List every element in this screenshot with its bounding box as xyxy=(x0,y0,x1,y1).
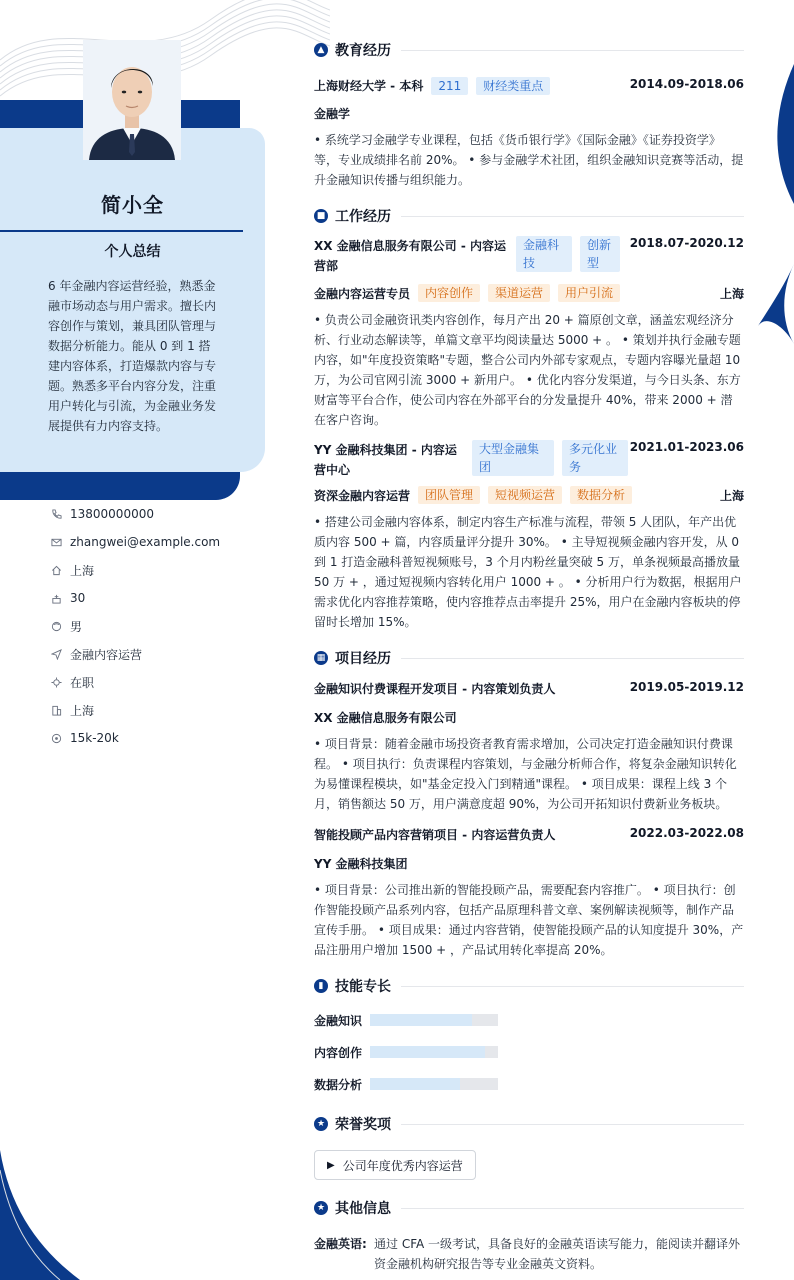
skill-item xyxy=(314,1036,535,1068)
project-date: 2019.05-2019.12 xyxy=(629,680,744,694)
send-icon xyxy=(50,648,62,660)
contact-gender-text: 男 xyxy=(70,619,83,634)
contact-status xyxy=(50,668,220,696)
skill-name: 内容创作 xyxy=(314,1045,363,1060)
contact-job-intent xyxy=(50,640,220,668)
project-description: • 项目背景：随着金融市场投资者教育需求增加，公司决定打造金融知识付费课程。 • 项目执行：负责课程内容策划，与金融分析师合作，将复杂金融知识转化为易懂课程模块，如"基金定投入门到精通"课程。 • 项目成果：课程上线 3 个月，销售额达 50 万，用户满意度超 90%，为公司开拓知识付费新业务板块。 xyxy=(314,737,737,811)
skill-bar xyxy=(370,1046,498,1058)
education-date: 2014.09-2018.06 xyxy=(629,77,744,91)
graduation-cap-icon: ▲ xyxy=(314,43,328,57)
job-role-row xyxy=(314,486,744,504)
age-icon xyxy=(50,592,62,604)
major-row xyxy=(314,105,744,122)
home-icon xyxy=(50,564,62,576)
project-header-row xyxy=(314,680,744,697)
contact-email xyxy=(50,528,220,556)
section-divider xyxy=(401,1208,744,1209)
skill-bar-fill xyxy=(370,1078,460,1090)
award-text: 公司年度优秀内容运营 xyxy=(342,1158,463,1173)
job-entry xyxy=(314,236,744,430)
skills-title: 技能专长 xyxy=(335,979,391,995)
section-divider xyxy=(401,1124,744,1125)
skill-bar xyxy=(370,1078,498,1090)
contact-email-text: zhangwei@example.com xyxy=(70,535,221,549)
contact-phone-text: 13800000000 xyxy=(70,507,154,521)
main-content xyxy=(314,36,744,1274)
company-name: XX 金融信息服务有限公司 - 内容运营部 xyxy=(314,239,507,273)
other-title: 其他信息 xyxy=(335,1201,391,1217)
project-org-row xyxy=(314,855,744,872)
awards-list xyxy=(314,1150,744,1180)
project-org: YY 金融科技集团 xyxy=(314,857,408,871)
avatar xyxy=(83,40,181,160)
contact-age xyxy=(50,584,220,612)
skills-section-header xyxy=(314,972,744,1000)
project-header-row xyxy=(314,826,744,843)
job-date: 2018.07-2020.12 xyxy=(629,236,744,250)
project-name: 智能投顾产品内容营销项目 - 内容运营负责人 xyxy=(314,828,556,842)
phone-icon xyxy=(50,508,62,520)
bar-chart-icon: ▮ xyxy=(314,979,328,993)
projects-section-header xyxy=(314,644,744,672)
contact-info-list xyxy=(50,500,220,752)
award-icon: ★ xyxy=(314,1117,328,1131)
grid-icon: ▦ xyxy=(314,651,328,665)
projects-title: 项目经历 xyxy=(335,651,391,667)
work-section-header xyxy=(314,202,744,230)
section-divider xyxy=(401,986,744,987)
building-icon xyxy=(50,704,62,716)
skill-name: 金融知识 xyxy=(314,1013,363,1028)
awards-section-header xyxy=(314,1110,744,1138)
bottom-left-decoration xyxy=(0,1150,80,1280)
award-item xyxy=(314,1150,476,1180)
job-city: 上海 xyxy=(719,488,744,503)
skill-bar-fill xyxy=(370,1046,485,1058)
skill-bar xyxy=(370,1014,498,1026)
skills-list xyxy=(314,1004,744,1100)
role-tag: 数据分析 xyxy=(570,486,632,504)
job-description: • 搭建公司金融内容体系，制定内容生产标准与流程，带领 5 人团队，年产出优质内容 500 + 篇，内容质量评分提升 30%。 • 主导短视频金融内容开发，从 0 到 1 打造金融科普短视频账号，3 个月内粉丝量突破 5 万，单条视频最高播放量 50 万 + ，通过短视频内容转化用户 1000 + 。 • 分析用户行为数据，根据用户需求优化内容推荐策略，使内容推荐点击率提升 25%，用户在金融内容板块的停留时长增加 15%。 xyxy=(314,515,742,629)
role-tag: 渠道运营 xyxy=(488,284,550,302)
job-role: 资深金融内容运营 xyxy=(314,488,411,503)
contact-job-intent-text: 金融内容运营 xyxy=(70,647,143,662)
project-org: XX 金融信息服务有限公司 xyxy=(314,711,457,725)
gender-icon xyxy=(50,620,62,632)
section-divider xyxy=(401,216,744,217)
education-title: 教育经历 xyxy=(335,43,391,59)
summary-text: 6 年金融内容运营经验，熟悉金融市场动态与用户需求。擅长内容创作与策划，兼具团队管理与数据分析能力。能从 0 到 1 搭建内容体系，打造爆款内容与专题。熟悉多平台内容分发，注重用户转化与引流，为金融业务发展提供有力内容支持。 xyxy=(48,279,217,433)
contact-city-text: 上海 xyxy=(70,703,95,718)
other-text: 通过 CFA 一级考试，具备良好的金融英语读写能力，能阅读并翻译外资金融机构研究报告等专业金融英文资料。 xyxy=(374,1237,741,1271)
education-header-row xyxy=(314,77,744,95)
project-entry xyxy=(314,826,744,960)
skill-item xyxy=(314,1068,535,1100)
education-description: • 系统学习金融学专业课程，包括《货币银行学》《国际金融》《证券投资学》等，专业成绩排名前 20%。 • 参与金融学术社团，组织金融知识竞赛等活动，提升金融知识传播与组织能力。 xyxy=(314,133,744,187)
project-date: 2022.03-2022.08 xyxy=(629,826,744,840)
project-name: 金融知识付费课程开发项目 - 内容策划负责人 xyxy=(314,682,556,696)
briefcase-icon: ■ xyxy=(314,209,328,223)
job-role-row xyxy=(314,284,744,302)
mail-icon xyxy=(50,536,62,548)
contact-salary-text: 15k-20k xyxy=(70,731,119,745)
company-tag: 多元化业务 xyxy=(562,440,628,476)
project-entry xyxy=(314,680,744,814)
triangle-icon: ▶ xyxy=(327,1159,335,1171)
salary-icon xyxy=(50,732,62,744)
job-header-row xyxy=(314,440,744,480)
school-tag: 211 xyxy=(431,77,468,95)
company-name: YY 金融科技集团 - 内容运营中心 xyxy=(314,443,457,477)
skill-item xyxy=(314,1004,535,1036)
contact-phone xyxy=(50,500,220,528)
job-description: • 负责公司金融资讯类内容创作，每月产出 20 + 篇原创文章，涵盖宏观经济分析、行业动态解读等，单篇文章平均阅读量达 5000 + 。 • 策划并执行金融专题内容，如"年度投资策略"专题，整合公司内外部专家观点，专题内容曝光量超 10 万，为公司官网引流 3000 + 新用户。 • 优化内容分发渠道，与今日头条、东方财富等平台合作，使公司内容在外部平台的分发量提升 40%，带来 2000 + 潜在客户咨询。 xyxy=(314,313,741,427)
company-tag: 大型金融集团 xyxy=(472,440,554,476)
skill-bar-fill xyxy=(370,1014,472,1026)
school-name: 上海财经大学 - 本科 xyxy=(314,79,424,93)
contact-location xyxy=(50,556,220,584)
education-section-header xyxy=(314,36,744,64)
contact-gender xyxy=(50,612,220,640)
contact-status-text: 在职 xyxy=(70,675,95,690)
other-info-row xyxy=(314,1234,744,1274)
role-tag: 内容创作 xyxy=(418,284,480,302)
job-entry xyxy=(314,440,744,632)
role-tag: 用户引流 xyxy=(558,284,620,302)
right-edge-decoration xyxy=(754,64,794,344)
contact-salary xyxy=(50,724,220,752)
info-icon: ★ xyxy=(314,1201,328,1215)
job-city: 上海 xyxy=(719,286,744,301)
candidate-name: 简小全 xyxy=(101,193,164,217)
job-header-row xyxy=(314,236,744,276)
company-tag: 创新型 xyxy=(580,236,620,272)
work-title: 工作经历 xyxy=(335,209,391,225)
major-name: 金融学 xyxy=(314,107,351,121)
project-description: • 项目背景：公司推出新的智能投顾产品，需要配套内容推广。 • 项目执行：创作智能投顾产品系列内容，包括产品原理科普文章、案例解读视频等，制作产品宣传手册。 • 项目成果：通过内容营销，使智能投顾产品的认知度提升 30%，产品注册用户增加 1500 + ，产品试用转化率提高 20%。 xyxy=(314,883,744,957)
name-divider xyxy=(0,230,243,232)
status-icon xyxy=(50,676,62,688)
contact-age-text: 30 xyxy=(70,591,86,605)
contact-city xyxy=(50,696,220,724)
school-tag: 财经类重点 xyxy=(476,77,550,95)
other-label: 金融英语: xyxy=(314,1237,367,1251)
company-tag: 金融科技 xyxy=(516,236,572,272)
section-divider xyxy=(401,50,744,51)
awards-title: 荣誉奖项 xyxy=(335,1117,391,1133)
other-section-header xyxy=(314,1194,744,1222)
project-org-row xyxy=(314,709,744,726)
skill-name: 数据分析 xyxy=(314,1077,363,1092)
summary-title: 个人总结 xyxy=(104,244,161,260)
role-tag: 团队管理 xyxy=(418,486,480,504)
role-tag: 短视频运营 xyxy=(488,486,562,504)
job-date: 2021.01-2023.06 xyxy=(629,440,744,454)
job-role: 金融内容运营专员 xyxy=(314,286,411,301)
contact-location-text: 上海 xyxy=(70,563,95,578)
section-divider xyxy=(401,658,744,659)
